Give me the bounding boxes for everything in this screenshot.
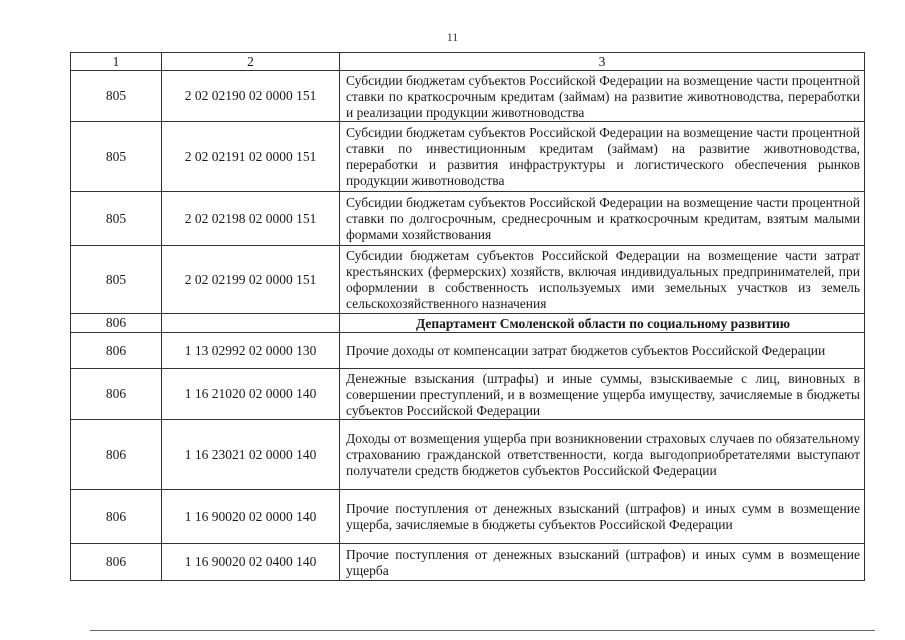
- budget-classification-code-cell: 2 02 02190 02 0000 151: [162, 71, 340, 122]
- table-row: [71, 333, 865, 369]
- budget-classification-code-cell: 1 16 90020 02 0400 140: [162, 544, 340, 581]
- admin-code-cell: 806: [71, 544, 162, 581]
- admin-code-cell: 805: [71, 246, 162, 314]
- revenue-codes-table: [70, 52, 865, 581]
- table-row: [71, 122, 865, 192]
- admin-code-cell: 805: [71, 122, 162, 192]
- admin-code-cell: 806: [71, 333, 162, 369]
- header-row: [71, 53, 865, 71]
- revenue-description-cell: Субсидии бюджетам субъектов Российской Федерации на возмещение части затрат крестьянских (фермерских) хозяйств, включая индивидуальных предпринимателей, при оформлении в собственность используемых ими земельных участков из земель сельскохозяйственного назначения: [340, 246, 865, 314]
- budget-classification-code-cell: 2 02 02198 02 0000 151: [162, 192, 340, 246]
- department-heading: Департамент Смоленской области по социальному развитию: [340, 314, 865, 333]
- revenue-description-cell: Прочие поступления от денежных взысканий (штрафов) и иных сумм в возмещение ущерба: [340, 544, 865, 581]
- column-header-3: 3: [340, 53, 865, 71]
- admin-code-cell: 806: [71, 490, 162, 544]
- table-row: [71, 369, 865, 420]
- table-row-department-heading: [71, 314, 865, 333]
- budget-classification-code-cell: 2 02 02191 02 0000 151: [162, 122, 340, 192]
- table-row: [71, 192, 865, 246]
- admin-code-cell: 806: [71, 314, 162, 333]
- budget-classification-code-cell: 1 16 90020 02 0000 140: [162, 490, 340, 544]
- table-row: [71, 490, 865, 544]
- revenue-description-cell: Прочие поступления от денежных взысканий (штрафов) и иных сумм в возмещение ущерба, зачисляемые в бюджеты субъектов Российской Федерации: [340, 490, 865, 544]
- revenue-description-cell: Субсидии бюджетам субъектов Российской Федерации на возмещение части процентной ставки по краткосрочным кредитам (займам) на развитие животноводства, переработки и реализации продукции животноводства: [340, 71, 865, 122]
- revenue-description-cell: Денежные взыскания (штрафы) и иные суммы, взыскиваемые с лиц, виновных в совершении преступлений, и в возмещение ущерба имуществу, зачисляемые в бюджеты субъектов Российской Федерации: [340, 369, 865, 420]
- revenue-description-cell: Доходы от возмещения ущерба при возникновении страховых случаев по обязательному страхованию гражданской ответственности, когда выгодоприобретателями выступают получатели средств бюджетов субъектов Российской Федерации: [340, 420, 865, 490]
- budget-classification-code-cell: 1 13 02992 02 0000 130: [162, 333, 340, 369]
- table-body: [71, 71, 865, 581]
- page-bottom-rule: [90, 630, 875, 631]
- table-row: [71, 420, 865, 490]
- revenue-description-cell: Прочие доходы от компенсации затрат бюджетов субъектов Российской Федерации: [340, 333, 865, 369]
- revenue-description-cell: Субсидии бюджетам субъектов Российской Федерации на возмещение части процентной ставки по инвестиционным кредитам (займам) на развитие животноводства, переработки и развития инфраструктуры и логистического обеспечения рынков продукции животноводства: [340, 122, 865, 192]
- budget-classification-code-cell: 2 02 02199 02 0000 151: [162, 246, 340, 314]
- admin-code-cell: 805: [71, 192, 162, 246]
- table-header: [71, 53, 865, 71]
- budget-classification-code-cell: 1 16 23021 02 0000 140: [162, 420, 340, 490]
- admin-code-cell: 805: [71, 71, 162, 122]
- admin-code-cell: 806: [71, 420, 162, 490]
- table-row: [71, 246, 865, 314]
- table-row: [71, 71, 865, 122]
- revenue-description-cell: Субсидии бюджетам субъектов Российской Федерации на возмещение части процентной ставки по долгосрочным, среднесрочным и краткосрочным кредитам, взятым малыми формами хозяйствования: [340, 192, 865, 246]
- budget-classification-code-cell: 1 16 21020 02 0000 140: [162, 369, 340, 420]
- page-number: 11: [446, 30, 459, 44]
- table-row: [71, 544, 865, 581]
- column-header-2: 2: [162, 53, 340, 71]
- budget-classification-code-cell: [162, 314, 340, 333]
- column-header-1: 1: [71, 53, 162, 71]
- admin-code-cell: 806: [71, 369, 162, 420]
